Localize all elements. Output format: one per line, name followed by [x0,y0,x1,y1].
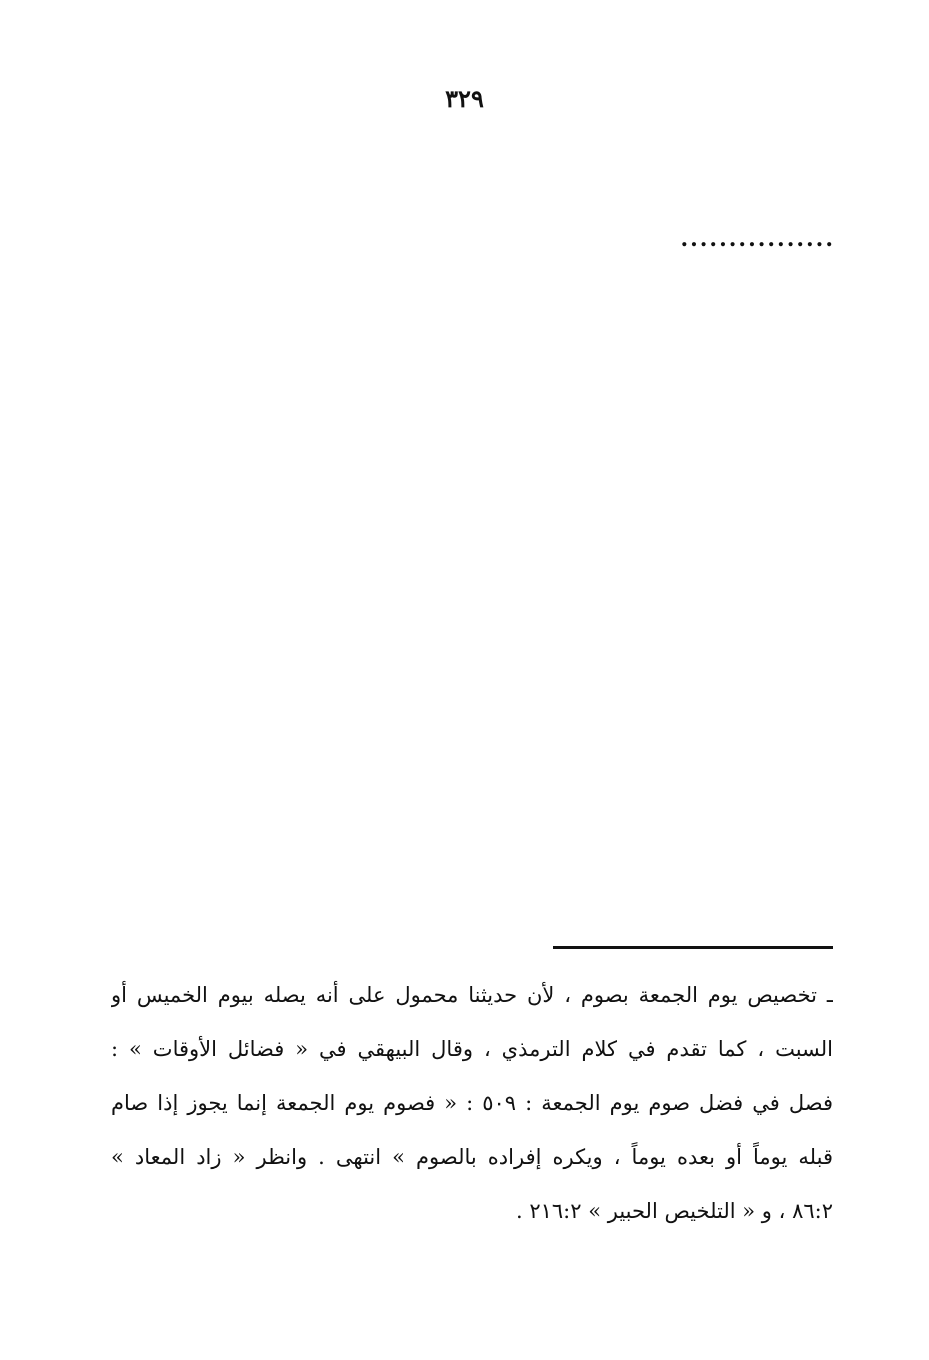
text-separator-dots: ................ [680,226,835,252]
footnote-line: قبله يوماً أو بعده يوماً ، ويكره إفراده بالصوم » انتهى . وانظر « زاد المعاد » [111,1145,833,1169]
page-number: ٣٢٩ [445,84,484,113]
footnote-line: السبت ، كما تقدم في كلام الترمذي ، وقال البيهقي في « فضائل الأوقات » : [111,1037,833,1061]
footnote [111,968,833,1238]
footnote-line: ٨٦:٢ ، و « التلخيص الحبير » ٢١٦:٢ . [515,1199,833,1223]
footnote-rule [553,946,833,949]
footnote-line: فصل في فضل صوم يوم الجمعة : ٥٠٩ : « فصوم يوم الجمعة إنما يجوز إذا صام [111,1091,833,1115]
footnote-line: ـ تخصيص يوم الجمعة بصوم ، لأن حديثنا محمول على أنه يصله بيوم الخميس أو [111,983,833,1007]
